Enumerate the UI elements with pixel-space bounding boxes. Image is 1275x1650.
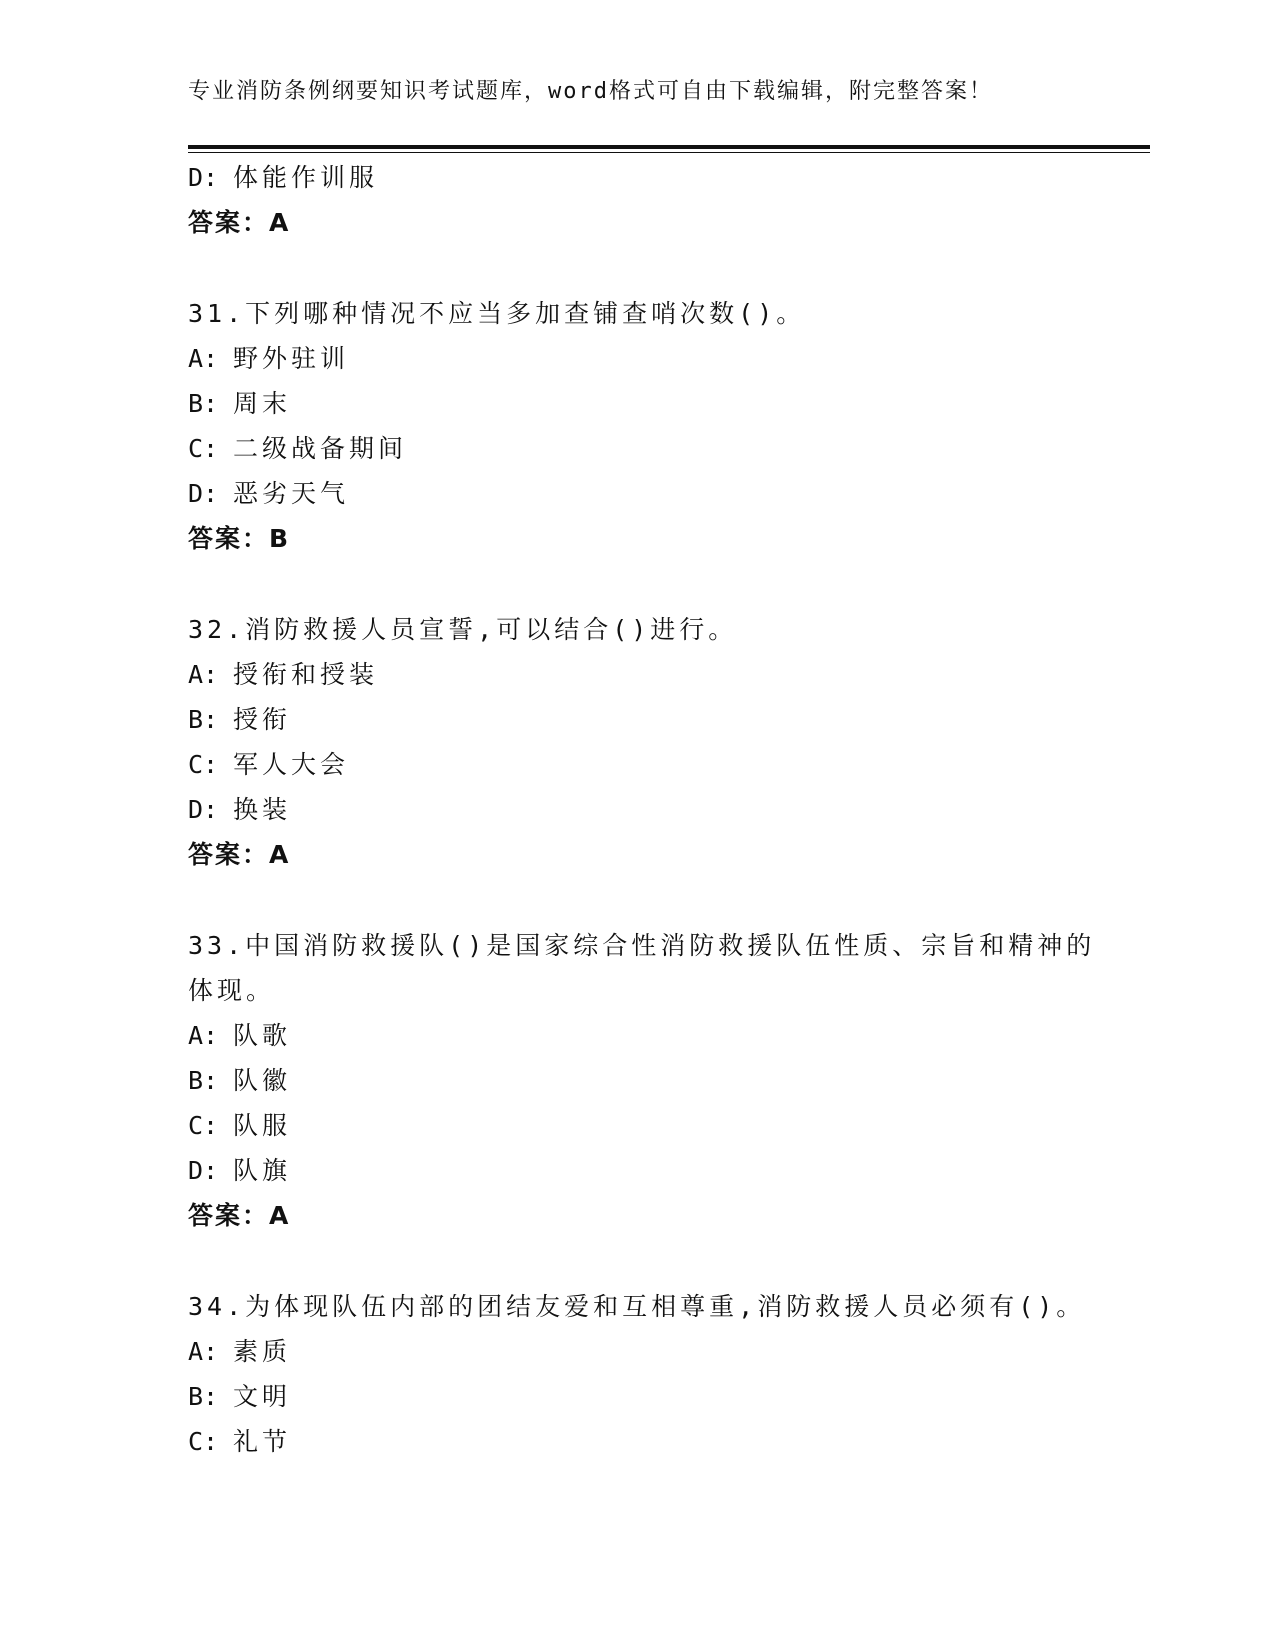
- option-line: B: 授衔: [188, 705, 292, 734]
- option-line: D: 换装: [188, 795, 292, 824]
- option-line: C: 队服: [188, 1111, 292, 1140]
- answer-line: 答案：B: [188, 524, 291, 553]
- header-rule-thick: [188, 145, 1150, 149]
- header-rule-thin: [188, 152, 1150, 153]
- answer-line: 答案：A: [188, 208, 291, 237]
- option-line: D: 队旗: [188, 1156, 292, 1185]
- option-line: C: 军人大会: [188, 750, 350, 779]
- option-line: A: 野外驻训: [188, 344, 350, 373]
- option-line: B: 文明: [188, 1382, 292, 1411]
- option-line: B: 队徽: [188, 1066, 292, 1095]
- page-header: 专业消防条例纲要知识考试题库，word格式可自由下载编辑，附完整答案！: [188, 79, 993, 104]
- question-line: 31.下列哪种情况不应当多加查铺查哨次数()。: [188, 299, 806, 328]
- option-line: D: 体能作训服: [188, 163, 379, 192]
- answer-line: 答案：A: [188, 1201, 291, 1230]
- option-line: C: 礼节: [188, 1427, 292, 1456]
- question-line: 33.中国消防救援队()是国家综合性消防救援队伍性质、宗旨和精神的: [188, 931, 1096, 960]
- option-line: A: 素质: [188, 1337, 292, 1366]
- option-line: B: 周末: [188, 389, 292, 418]
- option-line: C: 二级战备期间: [188, 434, 408, 463]
- question-line: 34.为体现队伍内部的团结友爱和互相尊重,消防救援人员必须有()。: [188, 1292, 1086, 1321]
- answer-line: 答案：A: [188, 840, 291, 869]
- question-line: 体现。: [188, 976, 276, 1005]
- question-line: 32.消防救援人员宣誓,可以结合()进行。: [188, 615, 738, 644]
- option-line: D: 恶劣天气: [188, 479, 350, 508]
- option-line: A: 队歌: [188, 1021, 292, 1050]
- option-line: A: 授衔和授装: [188, 660, 379, 689]
